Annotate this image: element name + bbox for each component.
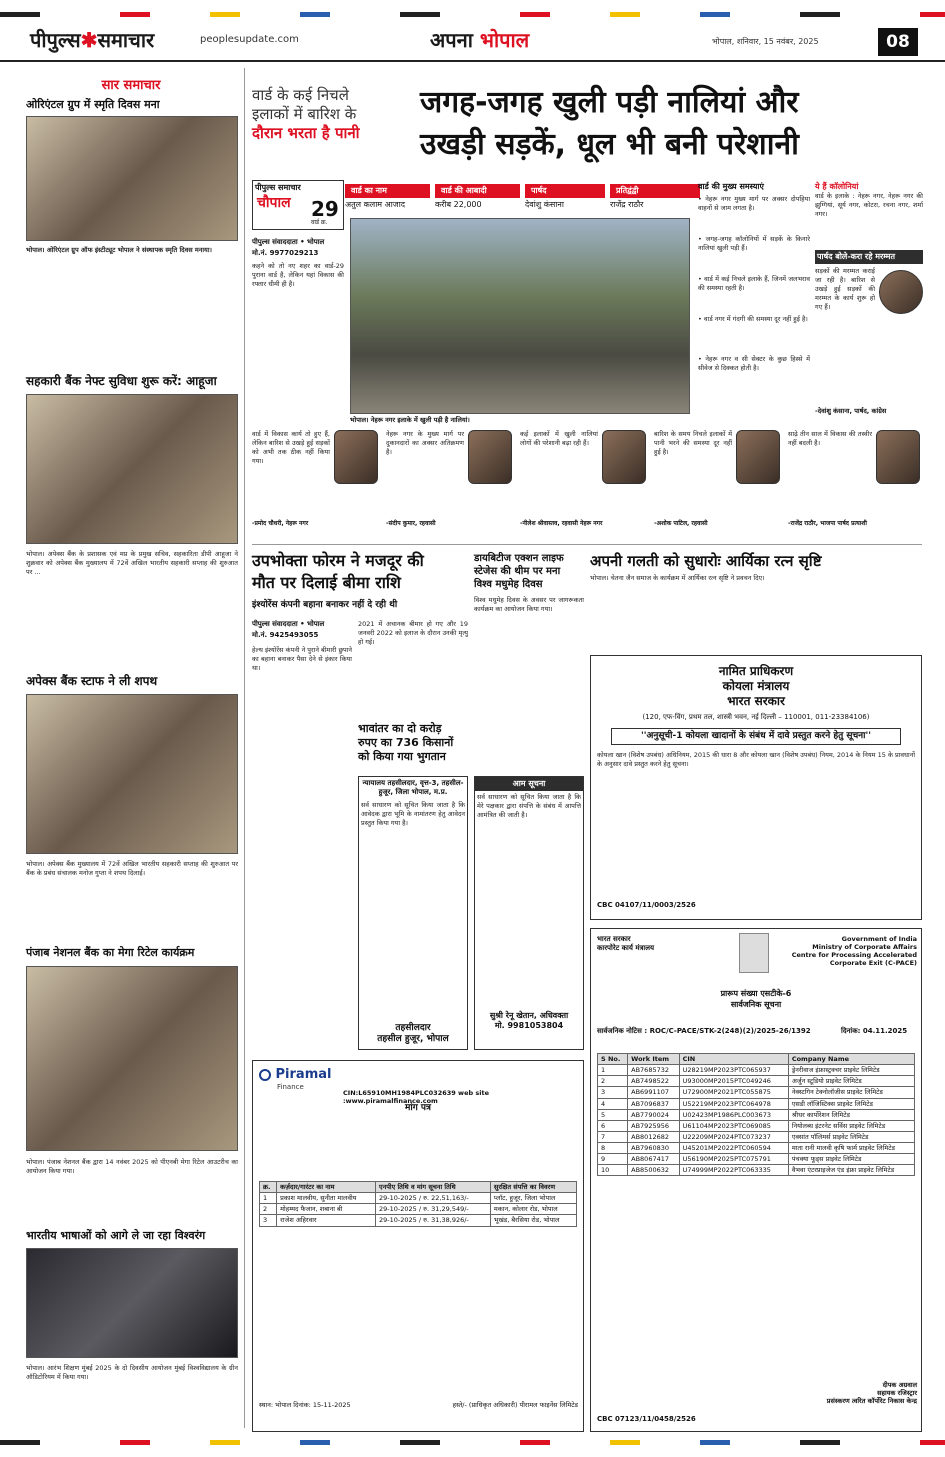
s5-photo [26, 1248, 238, 1358]
main-street-photo [350, 218, 690, 414]
cpace-table: S No. Work Item CIN Company Name 1 AB7685732 U28219MP2023PTC065937 ड्रेनरीवाज इंफ्रास्ट्रक्चर प्राइवेट लिमिटेड 2 AB7498522 U93000MP2015PTC049246 अर्जुन स्टूडियो प्राइवेट लिमिटेड 3 AB6991107 U72900MP2021PTC055875 नेक्स्टगिन टेक्नोलॉजीस प्राइवेट लिमिटेड 4 AB7096837 U52219MP2023PTC064978 एसडी लॉजिस्टिक्स प्राइवेट लिमिटेड 5 AB7790024 U02423MP1986PLC003673 श्रीधर कार्पोरेशन लिमिटेड 6 AB7925956 U61104MP2023PTC069085 नियोलब्ध इंटरनेट सर्विस प्राइवेट लिमिटेड 7 AB8012682 U22209MP2024PTC073237 एक्सांत पॉलिमर्स प्राइवेट लिमिटेड 8 AB7960830 U45201MP2022PTC060594 माता रानी मालवी कृषि फार्म प्राइवेट लिमिटेड 9 AB8067417 U56190MP2025PTC075791 पंचक्या फूड्स प्राइवेट लिमिटेड 10 AB8500632 U74999MP2022PTC063335 वैभवा एंटरप्राइजेज एंड इंफ्रा प्राइवेट लिमिटेड [597, 1053, 915, 1176]
colonies-box: ये हैं कॉलोनियां वार्ड के इलाके : नेहरू नगर, नेहरू नगर की झुग्गियां, सूर्य नगर, कोटरा, रचना नगर, शर्मा नगर। [815, 182, 923, 218]
table-row: 1 AB7685732 U28219MP2023PTC065937 ड्रेनरीवाज इंफ्रास्ट्रक्चर प्राइवेट लिमिटेड [598, 1065, 915, 1076]
table-row: 10 AB8500632 U74999MP2022PTC063335 वैभवा एंटरप्राइजेज एंड इंफ्रा प्राइवेट लिमिटेड [598, 1165, 915, 1176]
problem-item: • वार्ड नगर में गंदगी की समस्या दूर नहीं हुई है। [698, 315, 808, 323]
s3-headline: अपेक्स बैंक स्टाफ ने ली शपथ [26, 674, 158, 688]
diabetes-headline: डायबिटीज एक्शन लाइफ स्टेजेस की थीम पर मना विश्व मधुमेह दिवस [474, 553, 564, 590]
s4-caption: भोपाल। पंजाब नेशनल बैंक द्वारा 14 नवंबर 2025 को पीएनबी मेगा रिटेल आउटरीच का आयोजन किया गया। [26, 1158, 238, 1175]
cpace-notice: भारत सरकार कारपोरेट कार्य मंत्रालय Government of India Ministry of Corporate Affairs Centre for Processing Accelerated Corporate Exit (C-PACE) प्रारूप संख्या एसटीके-6 सार्वजनिक सूचना सार्वजनिक नोटिस : ROC/C-PACE/STK-2(248)(2)/2025-26/1392 दिनांक: 04.11.2025 S No. Work Item CIN Company Name 1 AB7685732 U28219MP2023PTC065937 ड्रेनरीवाज इंफ्रास्ट्रक्चर प्राइवेट लिमिटेड 2 AB7498522 U93000MP2015PTC049246 अर्जुन स्टूडियो प्राइवेट लिमिटेड 3 AB6991107 U72900MP2021PTC055875 नेक्स्टगिन टेक्नोलॉजीस प्राइवेट लिमिटेड 4 AB7096837 U52219MP2023PTC064978 एसडी लॉजिस्टिक्स प्राइवेट लिमिटेड 5 AB7790024 U02423MP1986PLC003673 श्रीधर कार्पोरेशन लिमिटेड 6 AB7925956 U61104MP2023PTC069085 नियोलब्ध इंटरनेट सर्विस प्राइवेट लिमिटेड 7 AB8012682 U22209MP2024PTC073237 एक्सांत पॉलिमर्स प्राइवेट लिमिटेड 8 AB7960830 U45201MP2022PTC060594 माता रानी मालवी कृषि फार्म प्राइवेट लिमिटेड 9 AB8067417 U56190MP2025PTC075791 पंचक्या फूड्स प्राइवेट लिमिटेड 10 AB8500632 U74999MP2022PTC063335 वैभवा एंटरप्राइजेज एंड इंफ्रा प्राइवेट लिमिटेड दीपक अग्रवाल सहायक रजिस्ट्रार प्रसंस्करण त्वरित कॉर्पोरेट निकास केन्द्र CBC 07123/11/0458/2526 [590, 928, 922, 1432]
table-row: 3 AB6991107 U72900MP2021PTC055875 नेक्स्टगिन टेक्नोलॉजीस प्राइवेट लिमिटेड [598, 1087, 915, 1098]
left-column [26, 68, 238, 1428]
s2-caption: भोपाल। अपेक्स बैंक के प्रशासक एवं मप्र के प्रमुख सचिव, सहकारिता डीपी आहूजा ने शुक्रवार को अपेक्स बैंक मुख्यालय में 72वें अखिल भारतीय सहकारी सप्ताह की शुरुआत पर ... [26, 550, 238, 576]
table-row: 2 AB7498522 U93000MP2015PTC049246 अर्जुन स्टूडियो प्राइवेट लिमिटेड [598, 1076, 915, 1087]
logo-star-icon: ✱ [80, 28, 98, 52]
table-row: 5 AB7790024 U02423MP1986PLC003673 श्रीधर कार्पोरेशन लिमिटेड [598, 1109, 915, 1120]
ratna-headline: अपनी गलती को सुधारोः आर्यिका रत्न सृष्टि [590, 552, 822, 570]
main-body-col1: कहने को तो नए शहर का वार्ड-29 पुराना वार्ड है, लेकिन यहां विकास की रफ्तार धीमी ही है। [252, 262, 344, 288]
aam-suchna: आम सूचना सर्व साधारण को सूचित किया जाता है कि मेरे पक्षकार द्वारा संपत्ति के संबंध में आपत्ति आमंत्रित की जाती है। सुश्री रेनू खेतान, अधिवक्ता मो. 9981053804 [474, 776, 584, 1050]
fact-rival: प्रतिद्वंद्वी राजेंद्र राठौर [610, 184, 700, 210]
residents-strip [252, 430, 922, 538]
table-row: 2 मोहम्मद फैजान, शबाना बी 29-10-2025 / रु. 31,29,549/- मकान, कोलार रोड, भोपाल [260, 1204, 577, 1215]
problem-item: • नेहरू नगर मुख्य मार्ग पर अक्सर दोपहिया वाहनों से जाम लगता है। [698, 195, 810, 212]
column-divider [244, 68, 245, 1428]
table-row: 4 AB7096837 U52219MP2023PTC064978 एसडी लॉजिस्टिक्स प्राइवेट लिमिटेड [598, 1098, 915, 1109]
councillor-photo [879, 270, 923, 314]
table-row: 7 AB8012682 U22209MP2024PTC073237 एक्सांत पॉलिमर्स प्राइवेट लिमिटेड [598, 1131, 915, 1142]
problems-box: वार्ड की मुख्य समस्याएं • नेहरू नगर मुख्य मार्ग पर अक्सर दोपहिया वाहनों से जाम लगता है। • जगह-जगह कॉलोनियों में सड़कें के किनारे नालियां खुली पड़ी हैं। • वार्ड में कई निचले इलाके हैं, जिनमें जलभराव की समस्या रहती है। • वार्ड नगर में गंदगी की समस्या दूर नहीं हुई है। • नेहरू नगर व सी सेक्टर के कुछ हिस्से में सीवेज से दिक्कत होती है। [698, 182, 810, 472]
emblem-icon [739, 933, 769, 973]
ratna-body: भोपाल। चेतना जैन समाज के कार्यक्रम में आर्यिका रत्न सृष्टि ने प्रवचन दिए। [590, 574, 765, 582]
consumer-mobile: मो.नं. 9425493055 [252, 631, 319, 639]
s4-headline: पंजाब नेशनल बैंक का मेगा रिटेल कार्यक्रम [26, 946, 195, 959]
table-row: 8 AB7960830 U45201MP2022PTC060594 माता रानी मालवी कृषि फार्म प्राइवेट लिमिटेड [598, 1143, 915, 1154]
piramal-notice: Piramal Finance CIN:L65910MH1984PLC032639 web site :www.piramalfinance.com मांग पत्र क्र. कर्ज़दार/गारंटर का नाम एनपीए तिथि व मांग सूचना तिथि सुरक्षित संपत्ति का विवरण 1 प्रकाश मालवीय, सुनीता मालवीय 29-10-2025 / रु. 22,51,163/- प्लॉट, हुजूर, जिला भोपाल 2 मोहम्मद फैजान, शबाना बी 29-10-2025 / रु. 31,29,549/- मकान, कोलार रोड, भोपाल 3 राजेश अहिरवार 29-10-2025 / रु. 31,38,926/- भूखंड, बैरसिया रोड, भोपाल स्थान: भोपाल दिनांक: 15-11-2025 हस्ते/- (प्राधिकृत अधिकारी) पीरामल फाइनेंस लिमिटेड [252, 1060, 584, 1432]
resident-quote: नेहरू नगर के मुख्य मार्ग पर दुकानदारों का अक्सर अतिक्रमण है। -संदीप कुमार, रहवासी [386, 430, 516, 538]
resident-quote: वार्ड में विकास कार्य तो हुए हैं, लेकिन बारिश से उखड़े हुई सड़कों को अभी तक ठीक नहीं किया गया। -प्रमोद चौधरी, नेहरू नगर [252, 430, 382, 538]
main-mobile: मो.नं. 9977029213 [252, 249, 319, 257]
main-kicker: वार्ड के कई निचले इलाकों में बारिश के दौरान भरता है पानी [252, 86, 360, 142]
bhavantar-headline: भावांतर का दो करोड़ रुपए का 736 किसानों को किया गया भुगतान [358, 722, 454, 763]
consumer-headline: उपभोक्ता फोरम ने मजदूर की मौत पर दिलाई बीमा राशि [252, 551, 424, 592]
s1-caption: भोपाल। ओरिएंटल ग्रुप ऑफ इंस्टीट्यूट भोपाल ने संस्थापक स्मृति दिवस मनाया। [26, 246, 212, 254]
s2-photo [26, 394, 238, 544]
s4-photo [26, 966, 238, 1151]
problem-item: • नेहरू नगर व सी सेक्टर के कुछ हिस्से में सीवेज से दिक्कत होती है। [698, 355, 810, 372]
piramal-table: क्र. कर्ज़दार/गारंटर का नाम एनपीए तिथि व मांग सूचना तिथि सुरक्षित संपत्ति का विवरण 1 प्रकाश मालवीय, सुनीता मालवीय 29-10-2025 / रु. 22,51,163/- प्लॉट, हुजूर, जिला भोपाल 2 मोहम्मद फैजान, शबाना बी 29-10-2025 / रु. 31,29,549/- मकान, कोलार रोड, भोपाल 3 राजेश अहिरवार 29-10-2025 / रु. 31,38,926/- भूखंड, बैरसिया रोड, भोपाल [259, 1181, 577, 1227]
main-reporter: पीपुल्स संवाददाता • भोपाल [252, 238, 325, 246]
table-row: 1 प्रकाश मालवीय, सुनीता मालवीय 29-10-2025 / रु. 22,51,163/- प्लॉट, हुजूर, जिला भोपाल [260, 1193, 577, 1204]
color-strip [0, 12, 945, 17]
fact-population: वार्ड की आबादी करीब 22,000 [435, 184, 520, 210]
consumer-byline: पीपुल्स संवाददाता • भोपाल [252, 620, 325, 628]
s1-photo [26, 116, 238, 241]
councillor-box: पार्षद बोले-करा रहे मरम्मत सड़कों की मरम्मत कराई जा रही है। बारिश से उखड़े हुई सड़कों की मरम्मत के कार्य शुरू हो गए हैं। -देवांशु कंसाना, पार्षद, कांग्रेस [815, 250, 923, 415]
s1-headline: ओरिएंटल ग्रुप में स्मृति दिवस मना [26, 98, 160, 111]
s5-caption: भोपाल। आरंभ शिक्षण मुंबई 2025 के दो दिवसीय आयोजन मुंबई विश्वविद्यालय के ग्रीन ऑडिटोरियम में किया गया। [26, 1364, 238, 1381]
table-row: 3 राजेश अहिरवार 29-10-2025 / रु. 31,38,926/- भूखंड, बैरसिया रोड, भोपाल [260, 1215, 577, 1226]
problem-item: • वार्ड में कई निचले इलाके हैं, जिनमें जलभराव की समस्या रहती है। [698, 275, 810, 292]
table-row: 6 AB7925956 U61104MP2023PTC069085 नियोलब्ध इंटरनेट सर्विस प्राइवेट लिमिटेड [598, 1120, 915, 1131]
consumer-subhead: इंश्योरेंस कंपनी बहाना बनाकर नहीं दे रही थी [252, 600, 398, 610]
consumer-body-2: 2021 में अचानक बीमार हो गए और 19 जनवरी 2022 को इलाज के दौरान उनकी मृत्यु हो गई। [358, 620, 468, 646]
s3-photo [26, 694, 238, 854]
footer-color-strip [0, 1440, 945, 1445]
page-number: 08 [878, 28, 918, 56]
resident-quote: कई इलाकों में खुली नालियां लोगों की परेशानी बढ़ा रही हैं। -नीलेश श्रीवास्तव, रहवासी नेहरू नगर [520, 430, 650, 538]
s5-headline: भारतीय भाषाओं को आगे ले जा रहा विश्वरंग [26, 1229, 206, 1242]
problem-item: • जगह-जगह कॉलोनियों में सड़कें के किनारे नालियां खुली पड़ी हैं। [698, 235, 810, 252]
piramal-logo-icon [259, 1069, 271, 1081]
fact-ward-name: वार्ड का नाम अतुल कलाम आजाद [345, 184, 430, 210]
coal-notice: नामित प्राधिकरण कोयला मंत्रालय भारत सरकार (120, एफ-विंग, प्रथम तल, शास्त्री भवन, नई दिल्ली – 110001, 011-23384106) ''अनुसूची-1 कोयला खादानों के संबंध में दावे प्रस्तुत करने हेतु सूचना'' कोयला खान (विशेष उपबंध) अधिनियम, 2015 की धारा 8 और कोयला खान (विशेष उपबंध) नियम, 2014 के नियम 15 के प्रावधानों के अनुसार दावे प्रस्तुत करने हेतु सूचना। CBC 04107/11/0003/2526 [590, 655, 922, 920]
newspaper-logo: पीपुल्स✱समाचार [30, 28, 155, 52]
fact-councillor: पार्षद देवांशु कंसाना [525, 184, 605, 210]
ward-facts [345, 184, 705, 214]
chaupal-badge: पीपुल्स समाचार चौपाल 29 वार्ड क्र. [252, 180, 344, 230]
diabetes-body: विश्व मधुमेह दिवस के अवसर पर जागरूकता कार्यक्रम का आयोजन किया गया। [474, 596, 584, 613]
masthead [0, 0, 945, 62]
resident-quote: बारिश के समय निचले इलाकों में पानी भरने की समस्या दूर नहीं हुई है। -अशोक पाटिल, रहवासी [654, 430, 784, 538]
section-divider [252, 544, 922, 545]
main-photo-caption: भोपाल। नेहरू नगर इलाके में खुली पड़ी है नालियां। [350, 416, 470, 424]
dateline: भोपाल, शनिवार, 15 नवंबर, 2025 [712, 37, 819, 46]
s3-caption: भोपाल। अपेक्स बैंक मुख्यालय में 72वें अखिल भारतीय सहकारी सप्ताह की शुरुआत पर बैंक के प्रबंध संचालक मनोज गुप्ता ने शपथ दिलाई। [26, 860, 238, 877]
tehsil-notice: न्यायालय तहसीलदार, वृत्त-3, तहसील-हुजूर, जिला भोपाल, म.प्र. सर्व साधारण को सूचित किया जाता है कि आवेदक द्वारा भूमि के नामांतरण हेतु आवेदन प्रस्तुत किया गया है। तहसीलदार तहसील हुजूर, भोपाल [358, 776, 468, 1050]
main-headline: जगह-जगह खुली पड़ी नालियां और उखड़ी सड़कें, धूल भी बनी परेशानी [420, 85, 799, 162]
resident-quote: साढ़े तीन साल में विकास की तस्वीर नहीं बदली है। -राजेंद्र राठौर, भाजपा पार्षद प्रत्याशी [788, 430, 922, 538]
column-label: सार समाचार [66, 76, 196, 96]
section-title: अपना भोपाल [430, 28, 530, 52]
piramal-logo: Piramal Finance [259, 1067, 331, 1092]
s2-headline: सहकारी बैंक नेफ्ट सुविधा शुरू करें: आहूजा [26, 374, 217, 388]
website-url[interactable]: peoplesupdate.com [200, 34, 299, 45]
table-row: 9 AB8067417 U56190MP2025PTC075791 पंचक्या फूड्स प्राइवेट लिमिटेड [598, 1154, 915, 1165]
consumer-body: हेल्थ इंश्योरेंस कंपनी ने पुराने बीमारी छुपाने का बहाना बनाकर पैसा देने से इंकार किया था। [252, 646, 352, 672]
